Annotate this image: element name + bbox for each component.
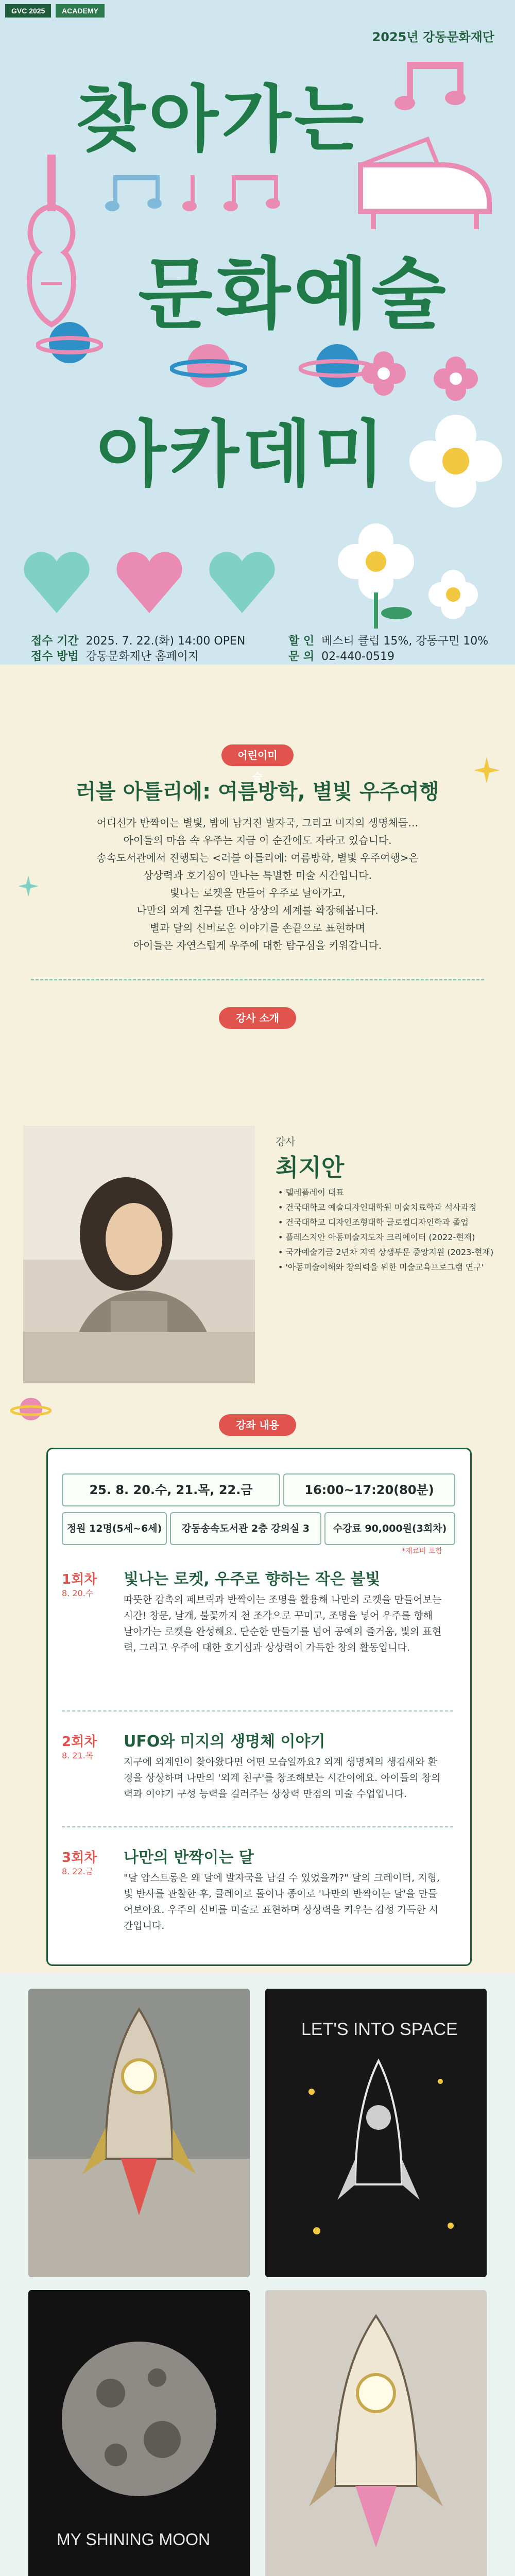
program-description [62,814,453,954]
session-divider [62,1710,453,1711]
session-2-title: UFO와 미지의 생명체 이야기 [124,1733,325,1751]
session-3-description: "달 암스트롱은 왜 달에 발자국을 남길 수 있었을까?" 달의 크레이터, 지형, 빛 반사를 관찰한 후, 클레이로 돌이나 종이로 '나만의 반짝이는 달'을 만들어보아요. 우주의 신비를 미술로 표현하며 상상력을 키우는 감성 가득한 시간입니다. [124,1872,440,1931]
program-title: 러블 아틀리에: 여름방학, 별빛 우주여행 [76,780,439,804]
schedule-capacity: 정원 12명(5세~6세) [62,1512,167,1545]
moon-caption: MY SHINING MOON [57,2530,211,2549]
info-method-label: 접수 방법 [31,650,79,663]
schedule-row-1 [62,1473,453,1504]
schedule-dates: 25. 8. 20.수, 21.목, 22.금 [62,1473,280,1506]
schedule-fee: 수강료 90,000원(3회차) [324,1512,455,1545]
session-1-number: 1회차 [62,1572,97,1587]
session-3-number: 3회차 [62,1850,97,1866]
moon-artwork-photo [28,2290,250,2576]
desc-line: 나만의 외계 친구를 만나 상상의 세계를 확장해봅니다. [136,904,379,917]
program-category-badge: 어린이미술 [221,744,294,766]
hero-title-line2: 문화예술 [138,250,449,340]
divider [31,979,484,980]
notes-row-icon [103,170,319,216]
info-period-value: 2025. 7. 22.(화) 14:00 OPEN [85,635,246,648]
career-item: • 국가예술기금 2년차 지역 상생부문 중앙지원 (2023-현재) [278,1247,494,1257]
planet-icon [36,309,103,376]
flower-icon [433,355,479,402]
flower-icon [360,350,407,397]
hero-section [0,0,515,665]
schedule-section-badge: 강좌 내용 [219,1414,296,1436]
hero-title-line3: 아카데미 [96,413,388,497]
session-2-date: 8. 21.목 [62,1751,94,1760]
career-item: • 건국대학교 디자인조형대학 글로컬디자인학과 졸업 [278,1217,469,1227]
rocket-photo-1 [28,1989,250,2277]
session-1-date: 8. 20.수 [62,1588,94,1598]
career-item: • 건국대학교 예술디자인대학원 미술치료학과 석사과정 [278,1202,477,1212]
info-phone-label: 문 의 [288,650,315,663]
session-1-title: 빛나는 로켓, 우주로 향하는 작은 불빛 [124,1570,381,1588]
planet-icon [170,335,247,397]
instructor-photo [23,1126,255,1383]
instructor-name: 최지안 [276,1154,345,1181]
session-3-date: 8. 22.금 [62,1867,94,1876]
space-caption: LET'S INTO SPACE [301,2020,458,2039]
desc-line: 별과 달의 신비로운 이야기를 손끝으로 표현하며 [149,922,366,934]
info-method-value: 강동문화재단 홈페이지 [85,650,199,663]
desc-line: 아이들의 마음 속 우주는 지금 이 순간에도 자라고 있습니다. [123,834,392,846]
instructor-career-list [278,1185,493,1275]
career-item: • 플레스지안 아동미술지도자 크리에이터 (2022-현재) [278,1232,475,1242]
session-3-title: 나만의 반짝이는 달 [124,1849,254,1867]
career-item: • '아동미술이해와 창의력을 위한 미술교육프로그램 연구' [278,1262,484,1272]
session-2-description: 지구에 외계인이 찾아왔다면 어떤 모습일까요? 외계 생명체의 생김새와 환경을 상상하며 나만의 '외계 친구'를 창조해보는 시간이에요. 아이들의 창의력과 이야기 구성 능력을 길러주는 상상력 만점의 미술 수업입니다. [124,1756,441,1800]
sparkle-icon [474,757,500,783]
instructor-section-badge: 강사 소개 [219,1007,296,1029]
hearts-row-icon [21,546,309,618]
schedule-venue: 강동송속도서관 2층 강의실 3 [170,1512,321,1545]
sparkle-icon [18,876,39,896]
hero-info-block-right [288,634,488,665]
rocket-photo-2 [265,2290,487,2576]
info-period-label: 접수 기간 [31,635,79,648]
space-artwork-photo [265,1989,487,2277]
schedule-time: 16:00~17:20(80분) [283,1473,455,1506]
hero-title-line1: 찾아가는 [76,78,367,162]
hero-chip-left: GVC 2025 [5,4,51,18]
hero-chip-right: ACADEMY [56,4,105,18]
desc-line: 아이들은 자연스럽게 우주에 대한 탐구심을 키워갑니다. [133,939,382,952]
desc-line: 송속도서관에서 진행되는 <러블 아틀리에: 여름방학, 별빛 우주여행>은 [96,852,419,864]
career-item: • 텔레플레이 대표 [278,1188,344,1197]
schedule-note: *재료비 포함 [402,1547,443,1555]
piano-icon [355,134,494,232]
desc-line: 어디선가 반짝이는 별빛, 밤에 남겨진 발자국, 그리고 미지의 생명체들… [96,817,419,829]
desc-line: 빛나는 로켓을 만들어 우주로 날아가고, [169,887,346,899]
flower-icon [407,412,505,515]
instructor-role: 강사 [276,1136,296,1148]
info-phone-value: 02-440-0519 [321,650,395,663]
session-2-number: 2회차 [62,1734,97,1750]
hero-organization: 2025년 강동문화재단 [372,30,494,44]
flower-stem-icon [319,520,494,629]
info-discount-label: 할 인 [288,635,315,648]
session-1-description: 따뜻한 감촉의 페브릭과 반짝이는 조명을 활용해 나만의 로켓을 만들어보는 시간! 창문, 날개, 불꽃까지 천 조각으로 꾸미고, 조명을 넣어 우주를 향해 날아가는 로켓을 완성해요. 단순한 만들기를 넘어 공예의 즐거움, 빛의 표현력, 그리고 우주에 대한 호기심과 상상력이 가득한 창의 활동입니다. [124,1594,442,1653]
session-divider [62,1826,453,1827]
schedule-row-2 [62,1512,453,1543]
planet-icon [10,1391,52,1427]
info-discount-value: 베스티 클럽 15%, 강동구민 10% [321,635,489,648]
desc-line: 상상력과 호기심이 만나는 특별한 미술 시간입니다. [143,869,372,882]
